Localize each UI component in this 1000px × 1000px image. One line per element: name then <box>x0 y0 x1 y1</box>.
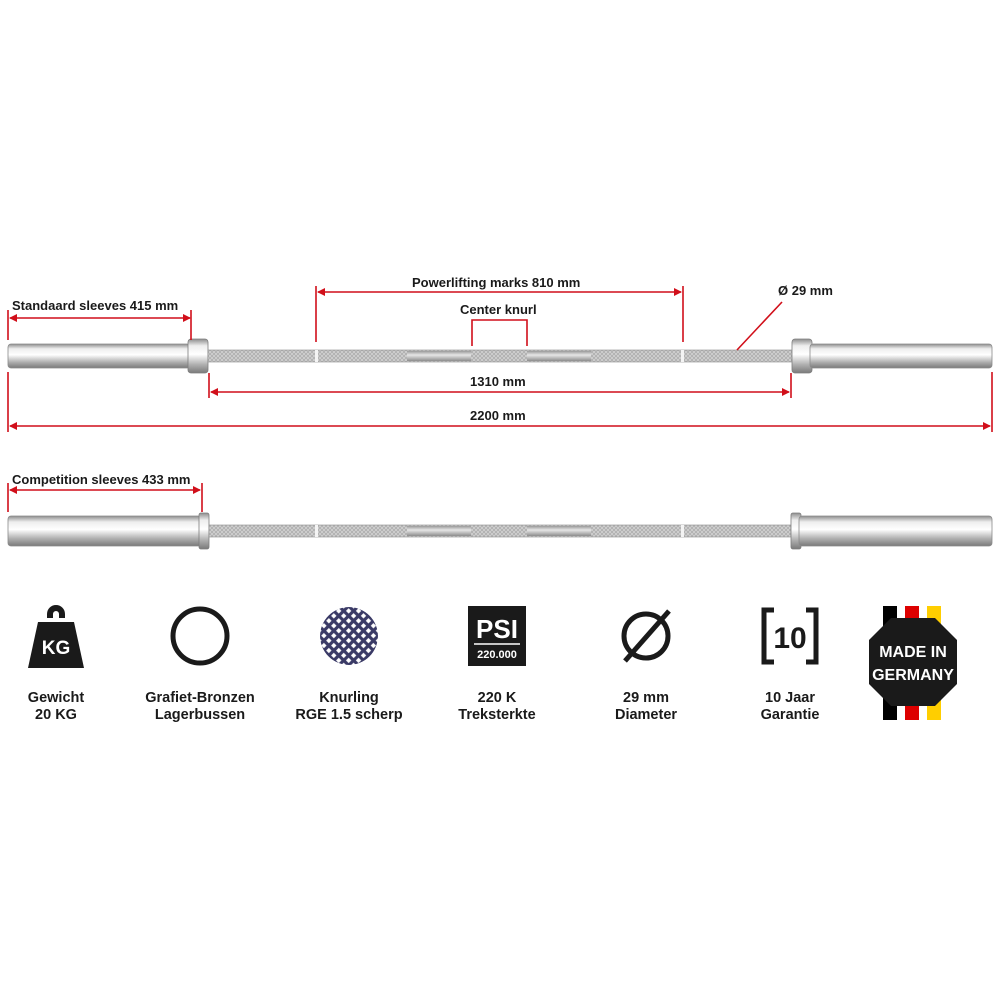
bottom-annotations <box>8 483 202 512</box>
diameter-leader-line <box>737 302 782 350</box>
psi-icon <box>466 604 528 668</box>
diameter-label: Ø 29 mm <box>778 283 833 298</box>
smooth-section-left <box>407 351 471 361</box>
feature-diameter <box>576 598 716 724</box>
german-flag-badge-icon <box>867 600 959 724</box>
kettlebell-icon-text: KG <box>41 638 71 659</box>
feature-weight <box>0 598 126 724</box>
feature-bushings <box>130 598 270 724</box>
inner-length-label: 1310 mm <box>470 374 526 389</box>
center-knurl-label: Center knurl <box>460 302 537 317</box>
feature-tensile-line2: Treksterkte <box>458 707 536 723</box>
shaft <box>208 350 792 362</box>
bushing-ring-icon <box>165 601 235 671</box>
competition-barbell <box>8 513 992 549</box>
feature-bushings-line1: Grafiet-Bronzen <box>145 690 255 706</box>
powerlifting-mark-right <box>681 350 684 362</box>
feature-knurling <box>279 598 419 724</box>
powerlifting-mark-right <box>681 525 684 537</box>
feature-weight-line1: Gewicht <box>27 690 85 706</box>
feature-warranty <box>720 598 860 724</box>
total-length-label: 2200 mm <box>470 408 526 423</box>
powerlifting-mark-left <box>315 350 318 362</box>
feature-warranty-line1: 10 Jaar <box>765 690 815 706</box>
warranty-icon-text: 10 <box>773 622 807 655</box>
right-sleeve <box>799 516 992 546</box>
right-sleeve <box>810 344 992 368</box>
competition-sleeves-label: Competition sleeves 433 mm <box>12 472 191 487</box>
right-collar <box>792 339 812 373</box>
center-knurl-bracket <box>472 320 527 346</box>
diameter-icon <box>611 601 681 671</box>
feature-warranty-line2: Garantie <box>760 707 820 723</box>
feature-tensile-strength <box>427 598 567 724</box>
feature-weight-line2: 20 KG <box>35 707 77 723</box>
left-collar <box>188 339 208 373</box>
knurling-icon <box>314 601 384 671</box>
kettlebell-icon <box>18 598 94 674</box>
feature-bushings-line2: Lagerbussen <box>154 707 246 723</box>
smooth-section-left <box>407 526 471 536</box>
standard-sleeves-label: Standaard sleeves 415 mm <box>12 298 179 313</box>
badge-text-line1: MADE IN <box>879 644 947 661</box>
feature-tensile-line1: 220 K <box>477 690 517 706</box>
left-sleeve <box>8 516 201 546</box>
feature-diameter-line2: Diameter <box>614 707 678 723</box>
psi-icon-text: PSI <box>476 614 518 644</box>
smooth-section-right <box>527 351 591 361</box>
badge-text-line2: GERMANY <box>872 667 954 684</box>
powerlifting-marks-label: Powerlifting marks 810 mm <box>412 275 581 290</box>
warranty-icon <box>758 604 822 668</box>
psi-icon-subtext: 220.000 <box>477 649 517 661</box>
powerlifting-mark-left <box>315 525 318 537</box>
left-sleeve <box>8 344 190 368</box>
feature-knurling-line2: RGE 1.5 scherp <box>295 707 403 723</box>
shaft <box>209 525 791 537</box>
feature-made-in-germany <box>853 600 973 724</box>
left-collar <box>199 513 209 549</box>
smooth-section-right <box>527 526 591 536</box>
feature-diameter-line1: 29 mm <box>623 690 669 706</box>
feature-knurling-line1: Knurling <box>319 690 379 706</box>
standard-barbell <box>8 339 992 373</box>
